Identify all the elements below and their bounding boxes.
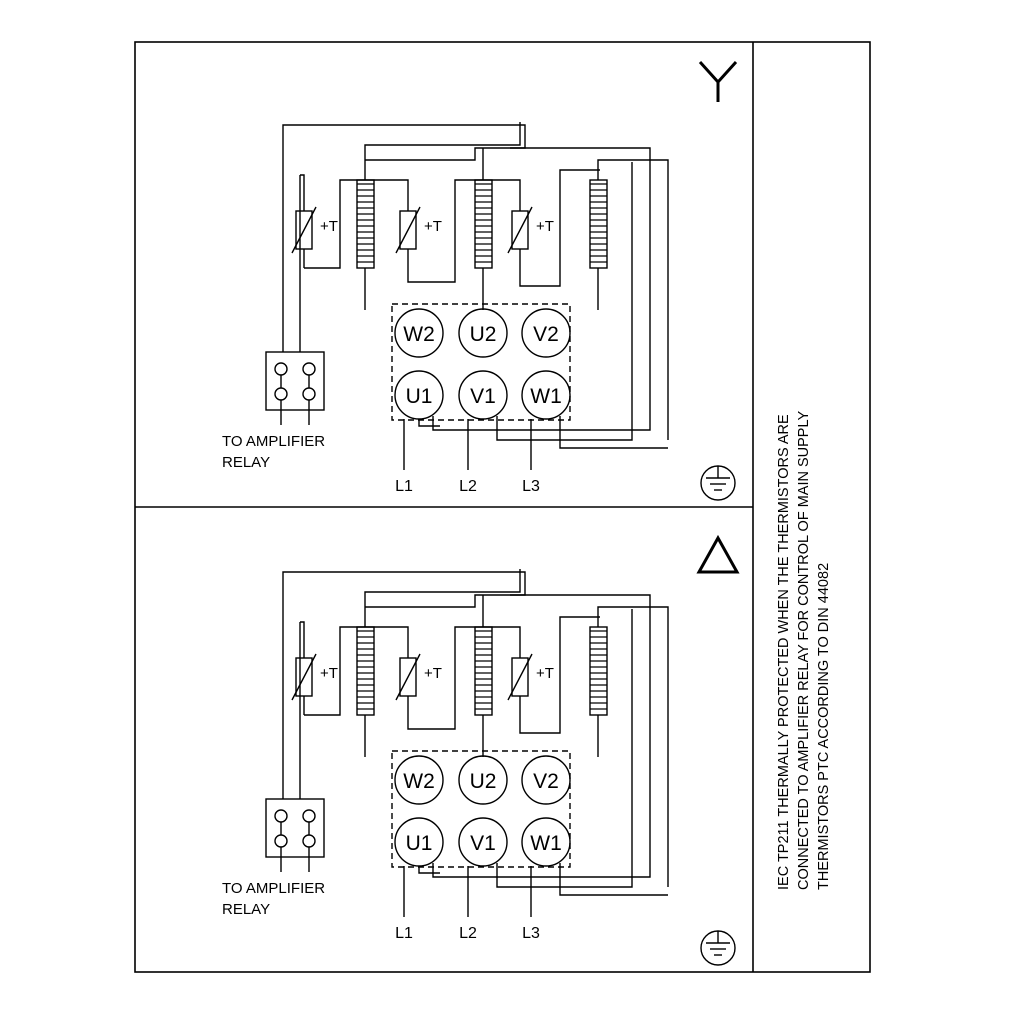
panel-star	[266, 62, 736, 500]
amplifier-label-line2-delta: RELAY	[222, 901, 271, 918]
amplifier-label-line1-delta: TO AMPLIFIER	[222, 880, 326, 897]
terminal-label-V2-delta: V2	[533, 770, 559, 793]
terminal-label-W2-delta: W2	[403, 770, 435, 793]
earth-ground-icon-delta	[701, 931, 735, 965]
winding-coils-star	[357, 148, 607, 310]
terminal-label-V1-star: V1	[470, 385, 496, 408]
terminal-label-W1-star: W1	[530, 385, 562, 408]
phase-label-L1-star: L1	[395, 478, 413, 495]
outer-frame	[135, 42, 870, 972]
earth-ground-icon-star	[701, 466, 735, 500]
phase-label-L2-star: L2	[459, 478, 477, 495]
thermistor-label-3-delta: +T	[536, 665, 554, 682]
winding-coils-delta	[357, 595, 607, 757]
terminal-label-V2-star: V2	[533, 323, 559, 346]
phase-label-L3-delta: L3	[522, 925, 540, 942]
thermistor-label-1-star: +T	[320, 218, 338, 235]
thermistor-label-1-delta: +T	[320, 665, 338, 682]
thermistor-label-2-star: +T	[424, 218, 442, 235]
amplifier-label-line2-star: RELAY	[222, 454, 271, 471]
terminal-label-W1-delta: W1	[530, 832, 562, 855]
phase-label-L2-delta: L2	[459, 925, 477, 942]
phase-wiring-star	[404, 148, 668, 470]
side-note-line-2: CONNECTED TO AMPLIFIER RELAY FOR CONTROL OF MAIN SUPPLY	[796, 410, 812, 890]
phase-label-L1-delta: L1	[395, 925, 413, 942]
terminal-label-U1-star: U1	[405, 385, 433, 408]
terminal-label-U1-delta: U1	[405, 832, 433, 855]
star-connection-icon	[700, 62, 736, 102]
terminal-label-V1-delta: V1	[470, 832, 496, 855]
thermistor-label-2-delta: +T	[424, 665, 442, 682]
side-notes	[776, 411, 832, 890]
phase-label-L3-star: L3	[522, 478, 540, 495]
side-note-line-1: IEC TP211 THERMALLY PROTECTED WHEN THE THERMISTORS ARE	[776, 414, 792, 890]
side-note-line-3: THERMISTORS PTC ACCORDING TO DIN 44082	[816, 562, 832, 890]
amplifier-connector-delta	[266, 622, 324, 872]
terminal-label-W2-star: W2	[403, 323, 435, 346]
amplifier-label-line1-star: TO AMPLIFIER	[222, 433, 326, 450]
panel-delta	[266, 538, 737, 965]
terminal-label-U2-delta: U2	[469, 770, 497, 793]
thermistor-label-3-star: +T	[536, 218, 554, 235]
amplifier-connector-star	[266, 175, 324, 425]
phase-wiring-delta	[404, 595, 668, 917]
terminal-label-U2-star: U2	[469, 323, 497, 346]
delta-connection-icon	[699, 538, 737, 572]
